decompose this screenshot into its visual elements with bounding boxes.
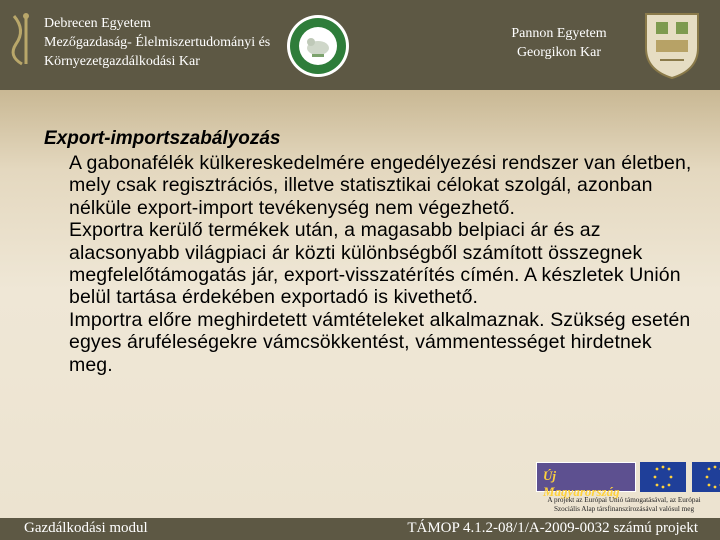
header-right-line-1: Pannon Egyetem	[511, 26, 607, 41]
eu-flag-icon	[640, 462, 686, 492]
header-bar	[0, 0, 720, 90]
uj-magyarorszag-logo	[536, 462, 636, 499]
paragraph-1: A gabonafélék külkereskedelmére engedélyezési rendszer van életben, mely csak regisztrációs, illetve statisztikai célokat szolgál, azonban nélküle export-import tevékenység nem végezhető.	[69, 152, 692, 219]
slide-content	[44, 128, 694, 376]
paragraph-3: Importra előre meghirdetett vámtételeket alkalmaznak. Szükség esetén egyes áruféleségekre vámcsökkentést, vámmentességet hirdetnek meg.	[69, 308, 691, 376]
header-right-line-2: Georgikon Kar	[516, 45, 602, 60]
footer-project-label: TÁMOP 4.1.2-08/1/A-2009-0032 számú projekt	[407, 520, 698, 536]
eu-flag-icon-2	[692, 462, 720, 492]
header-left-line-1: Debrecen Egyetem	[44, 16, 151, 31]
footer-bar	[0, 518, 720, 540]
funding-note: A projekt az Európai Unió támogatásával, az Európai Szociális Alap társfinanszírozásával valósul meg	[547, 496, 701, 513]
header-left-title	[44, 14, 270, 71]
header-left-line-2: Mezőgazdaság- Élelmiszertudományi és	[44, 35, 271, 50]
header-left-line-3: Környezetgazdálkodási Kar	[44, 54, 200, 69]
faculty-seal-icon	[286, 14, 350, 78]
university-crest-icon	[640, 8, 704, 80]
header-right-title	[500, 24, 618, 62]
paragraph-2: Exportra kerülő termékek után, a magasabb belpiaci ár és az alacsonyabb világpiaci ár közti különbségből számított összegnek megfelelőtámogatás jár, export-visszatérítés címén. A készletek Unión belül tartása érdekében exportadó is kivethető.	[69, 219, 681, 309]
slide-heading: Export-importszabályozás	[44, 128, 281, 149]
uj-magyarorszag-text: Új Magyarország	[543, 468, 620, 499]
debrecen-logo-icon	[4, 10, 40, 68]
footer-module-label: Gazdálkodási modul	[24, 520, 148, 536]
